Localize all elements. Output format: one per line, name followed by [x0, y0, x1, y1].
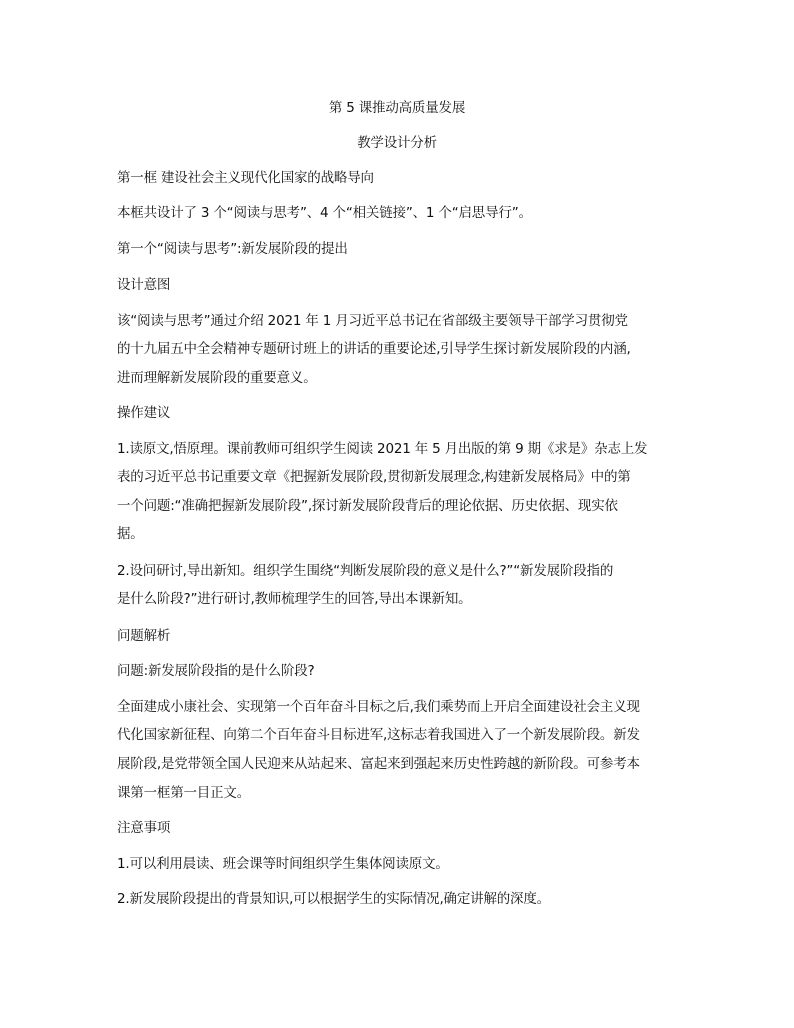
- paragraph-line: 的十九届五中全会精神专题研讨班上的讲话的重要论述,引导学生探讨新发展阶段的内涵,: [117, 341, 631, 357]
- paragraph-line: 2.设问研讨,导出新知。组织学生围绕“判断发展阶段的意义是什么?”“新发展阶段指的: [117, 563, 614, 579]
- section-heading: 问题解析: [117, 628, 171, 644]
- paragraph-line: 一个问题:“准确把握新发展阶段”,探讨新发展阶段背后的理论依据、历史依据、现实依: [117, 498, 618, 514]
- section-heading: 注意事项: [117, 820, 171, 836]
- section-heading: 设计意图: [117, 277, 171, 293]
- paragraph-line: 展阶段,是党带领全国人民迎来从站起来、富起来到强起来历史性跨越的新阶段。可参考本: [117, 756, 640, 772]
- paragraph-line: 代化国家新征程、向第二个百年奋斗目标进军,这标志着我国进入了一个新发展阶段。新发: [117, 727, 640, 743]
- paragraph-line: 本框共设计了 3 个“阅读与思考”、4 个“相关链接”、1 个“启思导行”。: [117, 205, 532, 221]
- paragraph-line: 全面建成小康社会、实现第一个百年奋斗目标之后,我们乘势而上开启全面建设社会主义现: [117, 699, 640, 715]
- paragraph-line: 据。: [117, 526, 144, 542]
- section-heading: 第一个“阅读与思考”:新发展阶段的提出: [117, 241, 348, 257]
- section-heading: 第一框 建设社会主义现代化国家的战略导向: [117, 170, 374, 186]
- section-heading: 问题:新发展阶段指的是什么阶段?: [117, 663, 315, 679]
- paragraph-line: 进而理解新发展阶段的重要意义。: [117, 370, 317, 386]
- doc-subtitle: 教学设计分析: [357, 135, 437, 151]
- paragraph-line: 该“阅读与思考”通过介绍 2021 年 1 月习近平总书记在省部级主要领导干部学习贯彻党: [117, 313, 628, 329]
- section-heading: 操作建议: [117, 405, 171, 421]
- paragraph-line: 表的习近平总书记重要文章《把握新发展阶段,贯彻新发展理念,构建新发展格局》中的第: [117, 469, 631, 485]
- paragraph-line: 是什么阶段?”进行研讨,教师梳理学生的回答,导出本课新知。: [117, 591, 472, 607]
- paragraph-line: 课第一框第一目正文。: [117, 785, 250, 801]
- doc-title: 第 5 课推动高质量发展: [328, 100, 466, 116]
- paragraph-line: 1.读原文,悟原理。课前教师可组织学生阅读 2021 年 5 月出版的第 9 期《求是》杂志上发: [117, 441, 648, 457]
- paragraph-line: 1.可以利用晨读、班会课等时间组织学生集体阅读原文。: [117, 856, 449, 872]
- paragraph-line: 2.新发展阶段提出的背景知识,可以根据学生的实际情况,确定讲解的深度。: [117, 891, 550, 907]
